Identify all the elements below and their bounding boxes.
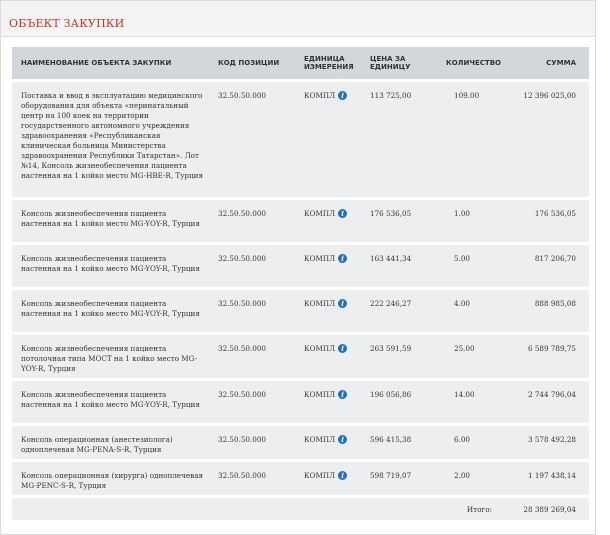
unit-label: КОМПЛ	[304, 254, 336, 263]
header-unit: ЕДИНИЦА ИЗМЕРЕНИЯ	[304, 54, 354, 71]
row-code: 32.50.50.000	[218, 435, 267, 444]
row-price: 196 056,86	[370, 390, 412, 399]
row-name: Поставка и ввод в эксплуатацию медицинского оборудования для объекта «перинатальный центр на 100 коек на территории государственного автономного учреждения здравоохранения «Республиканская клиническая больница Министерства здравоохранения Республики Татарстан». Лот №14, Консоль жизнеобеспечения пациента настенная на 1 койко место MG-HBE-R, Турция	[21, 91, 203, 180]
row-qty	[436, 426, 516, 459]
row-price: 222 246,27	[370, 299, 412, 308]
row-code: 32.50.50.000	[218, 471, 267, 480]
row-sum: 2 744 796,04	[527, 390, 576, 399]
total-label: Итого:	[466, 504, 492, 514]
row-unit	[300, 335, 368, 378]
row-unit	[300, 290, 368, 332]
info-icon[interactable]: i	[338, 254, 347, 263]
qty-value: 5.00	[454, 254, 471, 263]
row-unit	[300, 245, 368, 287]
row-name: Консоль жизнеобеспечения пациента потолочная типа МОСТ на 1 койко место MG-YOY-R, Турция	[21, 344, 197, 373]
row-unit	[300, 200, 368, 242]
row-qty	[436, 462, 516, 495]
qty-value: 1.00	[454, 209, 471, 218]
procurement-table	[12, 47, 589, 520]
row-sum: 6 589 789,75	[527, 344, 576, 353]
row-sum: 888 985,08	[534, 299, 576, 308]
panel-title: ОБЪЕКТ ЗАКУПКИ	[9, 17, 125, 30]
row-name: Консоль операционная (хирурга) одноплечевая MG-PENC-S-R, Турция	[21, 471, 204, 490]
row-code: 32.50.50.000	[218, 91, 267, 100]
table-row	[12, 82, 589, 200]
row-code: 32.50.50.000	[218, 344, 267, 353]
header-code: КОД ПОЗИЦИИ	[218, 58, 280, 67]
table-row	[12, 335, 589, 381]
row-price: 163 441,34	[370, 254, 412, 263]
unit-label: КОМПЛ	[304, 390, 336, 399]
row-qty	[436, 335, 516, 378]
row-code: 32.50.50.000	[218, 209, 267, 218]
unit-label: КОМПЛ	[304, 435, 336, 444]
row-name: Консоль жизнеобеспечения пациента настенная на 1 койко место MG-YOY-R, Турция	[21, 390, 200, 409]
row-unit	[300, 426, 368, 459]
info-icon[interactable]: i	[338, 344, 347, 353]
row-sum: 12 396 025,00	[523, 91, 576, 100]
qty-value: 4.00	[454, 299, 471, 308]
total-row	[12, 498, 589, 520]
table-row	[12, 426, 589, 462]
table-row	[12, 462, 589, 498]
qty-value: 109.00	[454, 91, 480, 100]
row-sum: 817 206,70	[534, 254, 576, 263]
row-qty	[436, 200, 516, 242]
row-name: Консоль жизнеобеспечения пациента настенная на 1 койко место MG-YOY-R, Турция	[21, 299, 200, 318]
header-qty: КОЛИЧЕСТВО	[446, 58, 501, 67]
unit-label: КОМПЛ	[304, 344, 336, 353]
header-sum: СУММА	[546, 58, 576, 67]
row-code: 32.50.50.000	[218, 254, 267, 263]
info-icon[interactable]: i	[338, 390, 347, 399]
row-sum: 176 536,05	[534, 209, 576, 218]
table-header-row	[12, 47, 589, 82]
row-unit	[300, 381, 368, 423]
panel-header	[1, 1, 595, 37]
row-qty	[436, 82, 516, 197]
row-price: 113 725,00	[370, 91, 412, 100]
header-price: ЦЕНА ЗА ЕДИНИЦУ	[370, 54, 411, 71]
info-icon[interactable]: i	[338, 435, 347, 444]
unit-label: КОМПЛ	[304, 471, 336, 480]
row-unit	[300, 82, 368, 197]
table-row	[12, 381, 589, 426]
row-name: Консоль жизнеобеспечения пациента настенная на 1 койко место MG-YOY-R, Турция	[21, 209, 200, 228]
info-icon[interactable]: i	[338, 209, 347, 218]
info-icon[interactable]: i	[338, 299, 347, 308]
row-price: 596 415,38	[370, 435, 412, 444]
qty-value: 14.00	[454, 390, 475, 399]
row-qty	[436, 245, 516, 287]
unit-label: КОМПЛ	[304, 209, 336, 218]
table-row	[12, 245, 589, 290]
row-name: Консоль операционная (анестезиолога) одноплечевая MG-PENA-S-R, Турция	[21, 435, 173, 454]
qty-value: 25.00	[454, 344, 475, 353]
info-icon[interactable]: i	[338, 471, 347, 480]
row-qty	[436, 290, 516, 332]
header-name: НАИМЕНОВАНИЕ ОБЪЕКТА ЗАКУПКИ	[21, 58, 172, 67]
row-code: 32.50.50.000	[218, 390, 267, 399]
row-price: 598 719,07	[370, 471, 412, 480]
row-name: Консоль жизнеобеспечения пациента настенная на 1 койко место MG-YOY-R, Турция	[21, 254, 200, 273]
qty-value: 2.00	[454, 471, 471, 480]
row-qty	[436, 381, 516, 423]
info-icon[interactable]: i	[338, 91, 347, 100]
row-unit	[300, 462, 368, 495]
row-price: 176 536,05	[370, 209, 412, 218]
qty-value: 6.00	[454, 435, 471, 444]
unit-label: КОМПЛ	[304, 91, 336, 100]
row-code: 32.50.50.000	[218, 299, 267, 308]
row-price: 263 591,59	[370, 344, 412, 353]
unit-label: КОМПЛ	[304, 299, 336, 308]
table-row	[12, 200, 589, 245]
row-sum: 1 197 438,14	[527, 471, 576, 480]
row-sum: 3 578 492,28	[527, 435, 576, 444]
total-value: 28 389 269,04	[523, 504, 576, 514]
table-row	[12, 290, 589, 335]
